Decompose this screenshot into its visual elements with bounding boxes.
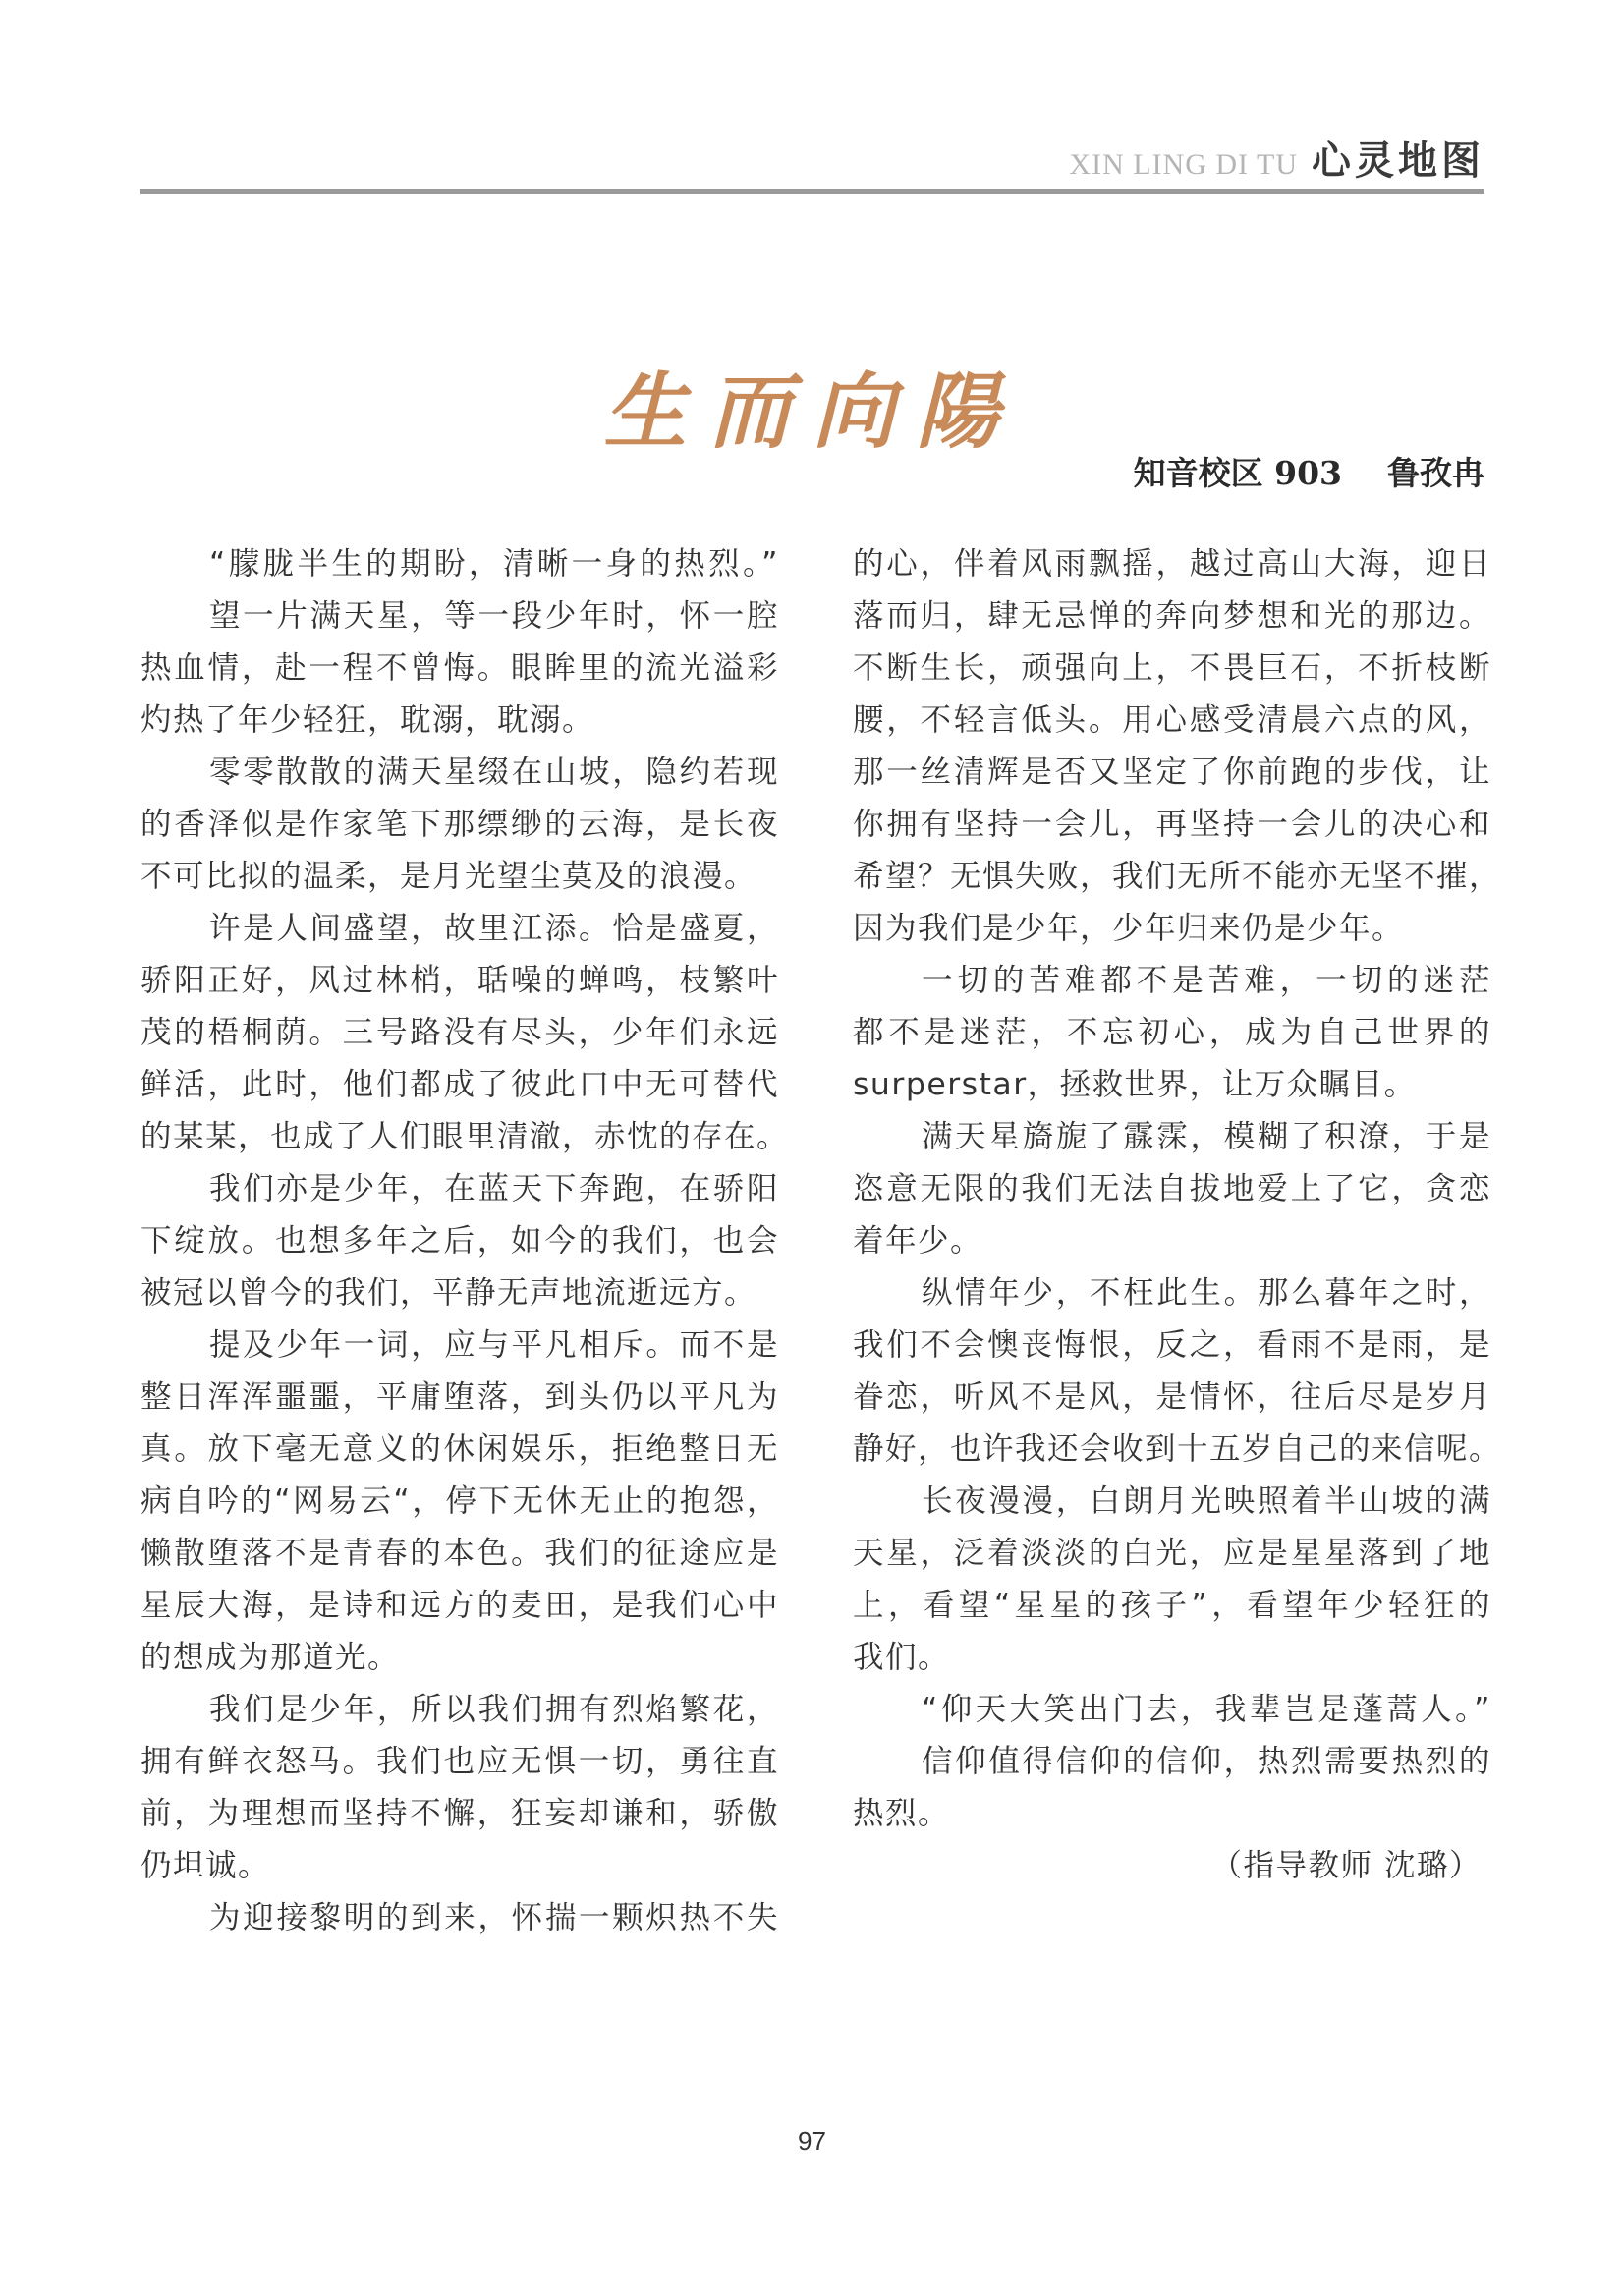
text-line: 恣意无限的我们无法自拔地爱上了它，贪恋 — [853, 1171, 1491, 1206]
text-line: 懒散堕落不是青春的本色。我们的征途应是 — [140, 1536, 779, 1571]
text-line: 上，看望“星星的孩子”，看望年少轻狂的 — [853, 1588, 1491, 1623]
text-line: 你拥有坚持一会儿，再坚持一会儿的决心和 — [853, 807, 1491, 842]
text-line: 都不是迷茫，不忘初心，成为自己世界的 — [853, 1015, 1491, 1050]
text-line: 希望？无惧失败，我们无所不能亦无坚不摧， — [853, 859, 1502, 894]
text-line: 零零散散的满天星缀在山坡，隐约若现 — [209, 755, 779, 790]
text-line: 望一片满天星，等一段少年时，怀一腔 — [209, 598, 779, 634]
text-line: 仍坦诚。 — [140, 1848, 271, 1883]
text-line: 不可比拟的温柔，是月光望尘莫及的浪漫。 — [140, 859, 757, 894]
author-name: 鲁孜冉 — [1387, 454, 1484, 492]
right-column — [853, 538, 1502, 1892]
text-line: 的某某，也成了人们眼里清澈，赤忱的存在。 — [140, 1119, 790, 1154]
text-line: 腰，不轻言低头。用心感受清晨六点的风， — [853, 702, 1491, 738]
text-line: 落而归，肆无忌惮的奔向梦想和光的那边。 — [853, 598, 1491, 634]
text-line: 我们。 — [853, 1640, 951, 1675]
text-line: 那一丝清辉是否又坚定了你前跑的步伐，让 — [853, 755, 1491, 790]
page-number: 97 — [798, 2126, 826, 2156]
text-line: 星辰大海，是诗和远方的麦田，是我们心中 — [140, 1588, 779, 1623]
text-line: 我们是少年，所以我们拥有烈焰繁花， — [209, 1692, 779, 1727]
text-line: 被冠以曾今的我们，平静无声地流逝远方。 — [140, 1275, 757, 1311]
text-line: 着年少。 — [853, 1223, 983, 1259]
text-line: 骄阳正好，风过林梢，聒噪的蝉鸣，枝繁叶 — [140, 963, 779, 998]
text-line: 信仰值得信仰的信仰，热烈需要热烈的 — [922, 1744, 1491, 1779]
page-header — [1069, 130, 1484, 186]
text-line: 一切的苦难都不是苦难，一切的迷茫 — [922, 963, 1491, 998]
text-line: surperstar，拯救世界，让万众瞩目。 — [853, 1067, 1417, 1102]
text-line: 静好，也许我还会收到十五岁自己的来信呢。 — [853, 1431, 1502, 1467]
text-line: 灼热了年少轻狂，耽溺，耽溺。 — [140, 702, 595, 738]
text-line: 下绽放。也想多年之后，如今的我们，也会 — [140, 1223, 779, 1259]
text-line: 病自吟的“网易云“，停下无休无止的抱怨， — [140, 1484, 779, 1519]
text-line: 整日浑浑噩噩，平庸堕落，到头仍以平凡为 — [140, 1379, 779, 1415]
text-line: 鲜活，此时，他们都成了彼此口中无可替代 — [140, 1067, 779, 1102]
text-line: 我们不会懊丧悔恨，反之，看雨不是雨，是 — [853, 1327, 1491, 1363]
text-line: 许是人间盛望，故里江添。恰是盛夏， — [209, 911, 779, 946]
text-line: 热烈。 — [853, 1796, 951, 1831]
text-line: 我们亦是少年，在蓝天下奔跑，在骄阳 — [209, 1171, 779, 1206]
text-line: 天星，泛着淡淡的白光，应是星星落到了地 — [853, 1536, 1491, 1571]
text-line: 前，为理想而坚持不懈，狂妄却谦和，骄傲 — [140, 1796, 779, 1831]
section-name-chinese: 心灵地图 — [1312, 138, 1484, 184]
article-title: 生而向陽 — [603, 363, 1021, 460]
text-line: 眷恋，听风不是风，是情怀，往后尽是岁月 — [853, 1379, 1491, 1415]
text-line: “仰天大笑出门去，我辈岂是蓬蒿人。” — [922, 1692, 1491, 1727]
text-line: 为迎接黎明的到来，怀揣一颗炽热不失 — [209, 1900, 779, 1935]
text-line: 不断生长，顽强向上，不畏巨石，不折枝断 — [853, 650, 1491, 686]
byline — [1134, 448, 1484, 494]
text-line: 热血情，赴一程不曾悔。眼眸里的流光溢彩 — [140, 650, 779, 686]
text-line: “朦胧半生的期盼，清晰一身的热烈。” — [209, 546, 779, 582]
text-line: 满天星旖旎了霡霂，模糊了积潦，于是 — [922, 1119, 1491, 1154]
text-line: 提及少年一词，应与平凡相斥。而不是 — [209, 1327, 779, 1363]
text-line: 纵情年少，不枉此生。那么暮年之时， — [922, 1275, 1491, 1311]
text-line: 的心，伴着风雨飘摇，越过高山大海，迎日 — [853, 546, 1491, 582]
text-line: 的香泽似是作家笔下那缥缈的云海，是长夜 — [140, 807, 779, 842]
text-line: 拥有鲜衣怒马。我们也应无惧一切，勇往直 — [140, 1744, 779, 1779]
text-line: 因为我们是少年，少年归来仍是少年。 — [853, 911, 1405, 946]
text-line: 真。放下毫无意义的休闲娱乐，拒绝整日无 — [140, 1431, 779, 1467]
section-name-english: XIN LING DI TU — [1069, 148, 1298, 181]
text-line: 长夜漫漫，白朗月光映照着半山坡的满 — [922, 1484, 1491, 1519]
left-column — [140, 538, 790, 1944]
text-line: 茂的梧桐荫。三号路没有尽头，少年们永远 — [140, 1015, 779, 1050]
text-line: 的想成为那道光。 — [140, 1640, 401, 1675]
author-school: 知音校区 903 — [1133, 454, 1342, 492]
header-rule — [140, 189, 1484, 194]
instructor-credit: （指导教师 沈璐） — [1210, 1848, 1482, 1883]
